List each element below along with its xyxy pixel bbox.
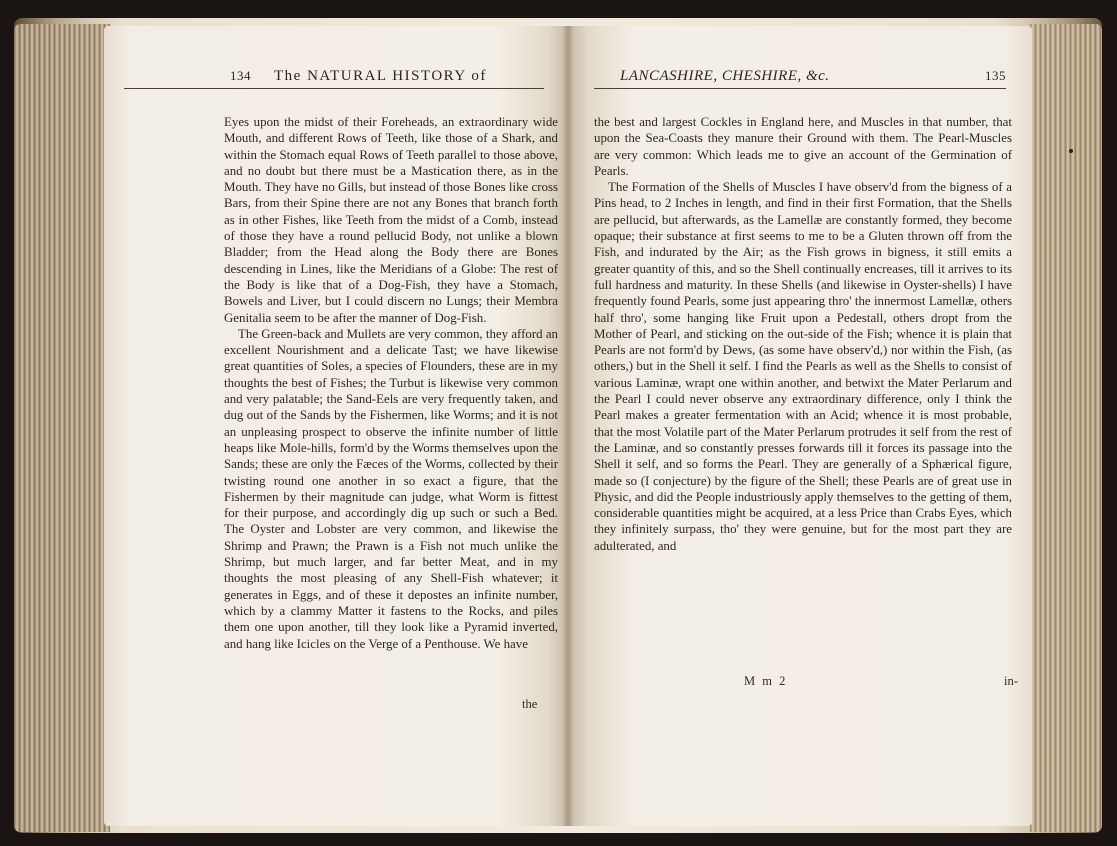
right-running-head [594, 62, 1006, 89]
left-running-title: The NATURAL HISTORY of [274, 68, 487, 84]
paragraph: Eyes upon the midst of their Foreheads, an extraordinary wide Mouth, and different Rows of Teeth, like those of a Shark, and within the Stomach equal Rows of Teeth parallel to those above, and no doubt but there must be a Mastication there, as in the Mouth. They have no Gills, but instead of those Bones like cross Bars, from their Spine there are not any Bones that branch forth as in other Fishes, like Teeth from the midst of a Comb, instead of those they have a round pellucid Body, not unlike a blown Bladder; from the Head along the Body there are Bones descending in Lines, like the Meridians of a Globe: The rest of the Body is like that of a Dog-Fish, they have a Stomach, Bowels and Liver, but I could discern no Lungs; their Membra Genitalia seem to be after the manner of Dog-Fish. [224, 115, 558, 325]
page-edges-left [14, 24, 110, 832]
paragraph: the best and largest Cockles in England here, and Muscles in that number, that upon the Sea-Coasts they manure their Ground with them. The Pearl-Muscles are very common: Which leads me to give an account of the Germination of Pearls. [594, 115, 1012, 178]
left-running-head [124, 62, 544, 89]
page-edges-right [1030, 24, 1102, 832]
right-catchword: in- [1004, 674, 1018, 688]
paragraph: The Green-back and Mullets are very common, they afford an excellent Nourishment and a delicate Tast; we have likewise great quantities of Soles, a species of Flounders, these are in my thoughts the best of Fishes; the Turbut is likewise very common and very palatable; the Sand-Eels are very frequently taken, and dug out of the Sands by the Fishermen, like Worms; and it is not an unpleasing prospect to observe the infinite number of little heaps like Mole-hills, form'd by the Worms themselves upon the Sands; these are only the Fæces of the Worms, collected by their twisting round one another in so exact a figure, that the Fishermen by their magnitude can judge, what Worm is fittest for their purpose, and accordingly dig up such or such a Bed. The Oyster and Lobster are very common, and likewise the Shrimp and Prawn; the Prawn is a Fish not much unlike the Shrimp, but much larger, and far better Meat, and in my thoughts the most pleasing of any Shell-Fish whatever; it generates in Eggs, and of these it depostes an infinite number, which by a clammy Matter it fastens to the Rocks, and piles them one upon another, till they look like a Pyramid inverted, and hang like Icicles on the Verge of a Penthouse. We have [224, 326, 558, 651]
book-gutter [562, 26, 574, 826]
ink-speck [1069, 149, 1073, 153]
left-catchword: the [522, 697, 538, 711]
right-text-column [594, 114, 1012, 554]
signature-mark: M m 2 [744, 674, 788, 688]
right-running-title: LANCASHIRE, CHESHIRE, &c. [620, 68, 830, 84]
left-page-number: 134 [230, 68, 251, 83]
left-text-column [224, 114, 558, 652]
right-page-number: 135 [985, 68, 1006, 83]
paragraph: The Formation of the Shells of Muscles I have observ'd from the bigness of a Pins head, to 2 Inches in length, and find in their first Formation, that the Shells are pellucid, but afterwards, as the Lamellæ are constantly formed, they become opaque; their substance at first seems to me to be a Gluten thrown off from the Fish, and indurated by the Air; as the Fish grows in bigness, it still emits a greater quantity of this, and so the Shell continually encreases, till it arrives to its full hardness and maturity. In these Shells (and likewise in Oyster-shells) I have frequently found Pearls, some just appearing thro' the innermost Lamellæ, others half thro', some hanging like Fruit upon a Pedestall, others dropt from the Mother of Pearl, and sticking on the out-side of the Fish; whence it is plain that Pearls are not form'd by Dews, (as some have observ'd,) nor within the Fish, (as others,) but in the Shell it self. I find the Pearls as well as the Shells to consist of various Laminæ, wrapt one within another, and betwixt the Mater Perlarum and the Pearl I could never observe any extraordinary difference, only I think the Pearl makes a greater fermentation with an Acid; whence it is most probable, that the most Volatile part of the Mater Perlarum protrudes it self from the rest of the Laminæ, and so constantly presses forwards till it forces its passage into the Shell it self, and so forms the Pearl. They are generally of a Sphærical figure, made so (I conjecture) by the figure of the Shell; these Pearls are of great use in Physic, and did the People industriously apply themselves to the getting of them, considerable quantities might be acquired, at a less Price than Crabs Eyes, which they infinitely surpass, tho' they were genuine, but for the most part they are adulterated, and [594, 180, 1012, 553]
